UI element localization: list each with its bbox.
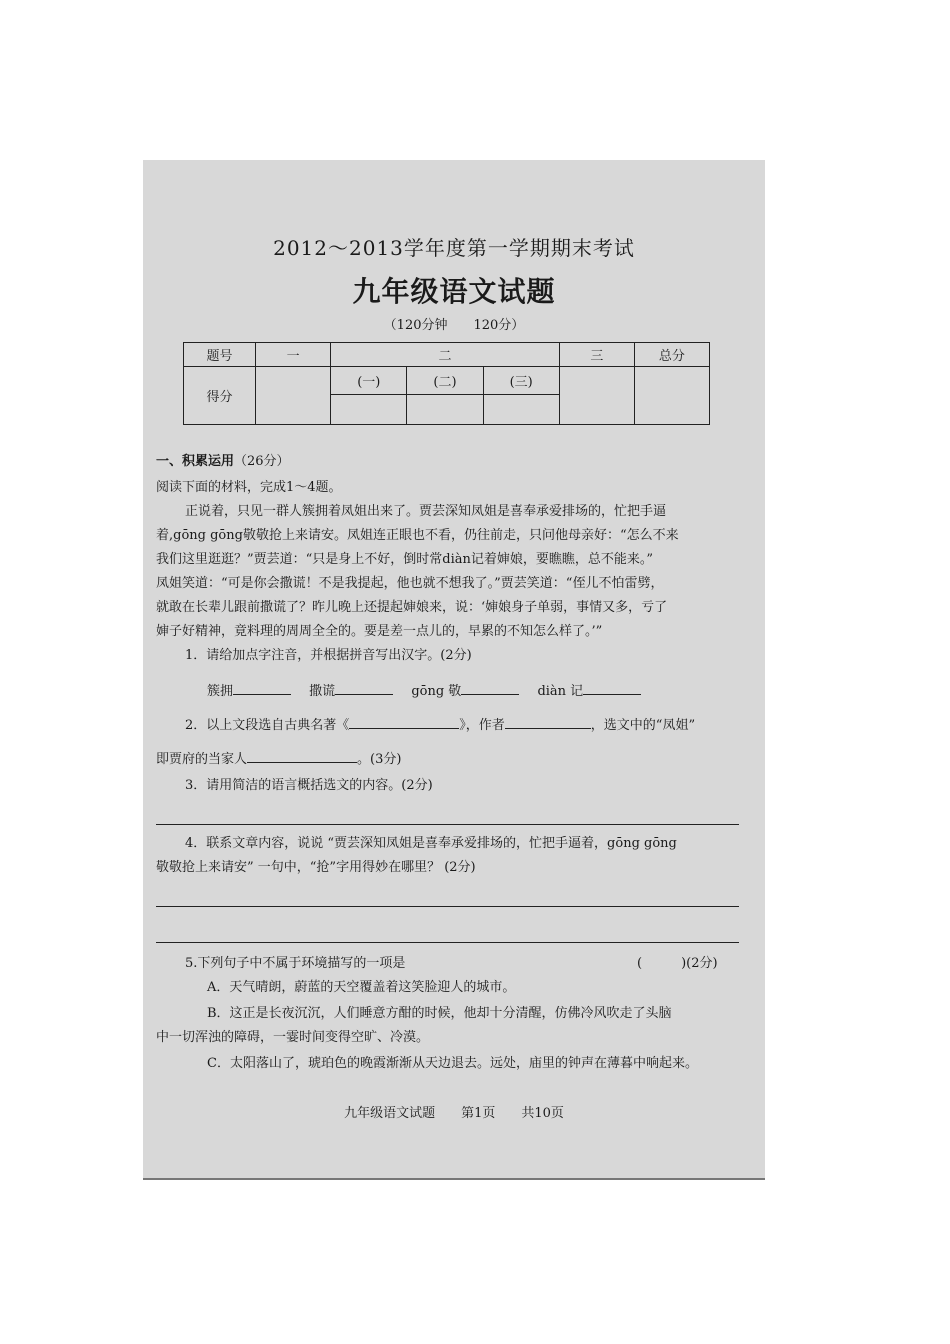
- score-subheader-cell: (一): [331, 367, 407, 395]
- score-header-cell: 三: [559, 343, 634, 367]
- score-header-cell: 一: [256, 343, 331, 367]
- page-footer: 九年级语文试题 第1页 共10页: [344, 1106, 564, 1121]
- question-4-cont: 敬敬抢上来请安” 一句中，“抢”字用得妙在哪里？ (2分): [156, 860, 476, 875]
- answer-blank[interactable]: [335, 682, 393, 695]
- section-title: 一、积累运用: [156, 454, 235, 469]
- score-header-cell: 二: [331, 343, 560, 367]
- q2-text: ，选文中的“凤姐”: [590, 718, 696, 733]
- question-3: 3．请用简洁的语言概括选文的内容。(2分): [185, 778, 433, 793]
- q2-text: 。(3分): [357, 752, 402, 767]
- section-points: （26分）: [234, 454, 290, 469]
- q1-item: 撒谎: [309, 684, 336, 699]
- q1-item: 簇拥: [207, 684, 234, 699]
- answer-blank[interactable]: [349, 716, 459, 729]
- score-cell: [407, 395, 483, 425]
- score-subheader-cell: (三): [483, 367, 559, 395]
- score-cell: [256, 367, 331, 425]
- answer-line[interactable]: [156, 906, 739, 907]
- answer-blank[interactable]: [233, 682, 291, 695]
- question-1: 1．请给加点字注音，并根据拼音写出汉字。(2分): [185, 648, 472, 663]
- q2-text: 》，作者: [459, 718, 505, 733]
- score-header-cell: 总分: [634, 343, 709, 367]
- question-2-cont: [156, 750, 401, 768]
- q1-item: gōng 敬: [411, 684, 462, 699]
- score-table: [183, 342, 710, 425]
- score-row-label: 得分: [184, 367, 256, 425]
- question-4: 4．联系文章内容，说说 “贾芸深知凤姐是喜奉承爱排场的，忙把手逼着，gōng gōng: [185, 836, 677, 851]
- option-a: A．天气晴朗，蔚蓝的天空覆盖着这笑脸迎人的城市。: [207, 980, 516, 995]
- answer-line[interactable]: [156, 942, 739, 943]
- answer-blank[interactable]: [461, 682, 519, 695]
- score-cell: [634, 367, 709, 425]
- question-2: [185, 716, 695, 734]
- exam-page: [143, 160, 765, 1180]
- exam-year-title: 2012～2013学年度第一学期期末考试: [273, 236, 635, 260]
- question-5: 5.下列句子中不属于环境描写的一项是: [185, 956, 406, 971]
- option-c: C．太阳落山了，琥珀色的晚霞渐渐从天边退去。远处，庙里的钟声在薄暮中响起来。: [207, 1056, 698, 1071]
- answer-line[interactable]: [156, 824, 739, 825]
- score-cell: [483, 395, 559, 425]
- answer-blank[interactable]: [247, 750, 357, 763]
- answer-blank[interactable]: [583, 682, 641, 695]
- section-heading: [156, 454, 290, 470]
- answer-paren[interactable]: ( )(2分): [637, 956, 718, 971]
- passage-line: 着,gōng gōng敬敬抢上来请安。凤姐连正眼也不看，仍往前走，只问他母亲好：“怎么不来: [156, 528, 679, 543]
- score-cell: [331, 395, 407, 425]
- question-1-items: [207, 682, 641, 700]
- exam-subtitle: （120分钟 120分）: [383, 318, 525, 333]
- section-instruction: 阅读下面的材料，完成1～4题。: [156, 480, 342, 495]
- score-subheader-cell: (二): [407, 367, 483, 395]
- exam-main-title: 九年级语文试题: [352, 275, 556, 308]
- q2-text: 2．以上文段选自古典名著《: [185, 718, 350, 733]
- answer-blank[interactable]: [505, 716, 591, 729]
- option-b-cont: 中一切浑浊的障碍，一霎时间变得空旷、冷漠。: [156, 1030, 430, 1045]
- score-cell: [559, 367, 634, 425]
- passage-line: 凤姐笑道：“可是你会撒谎！不是我提起，他也就不想我了。”贾芸笑道：“侄儿不怕雷劈，: [156, 576, 664, 591]
- score-header-cell: 题号: [184, 343, 256, 367]
- passage-line: 婶子好精神，竟料理的周周全全的。要是差一点儿的，早累的不知怎么样了。’”: [156, 624, 603, 639]
- passage-line: 我们这里逛逛？”贾芸道：“只是身上不好，倒时常diàn记着婶娘，要瞧瞧，总不能来。”: [156, 552, 654, 567]
- q2-text: 即贾府的当家人: [156, 752, 248, 767]
- passage-line: 正说着，只见一群人簇拥着凤姐出来了。贾芸深知凤姐是喜奉承爱排场的，忙把手逼: [185, 504, 667, 519]
- q1-item: diàn 记: [537, 684, 584, 699]
- option-b: B．这正是长夜沉沉，人们睡意方酣的时候，他却十分清醒，仿佛冷风吹走了头脑: [207, 1006, 672, 1021]
- passage-line: 就敢在长辈儿跟前撒谎了？昨儿晚上还提起婶娘来，说：‘婶娘身子单弱，事情又多，亏了: [156, 600, 668, 615]
